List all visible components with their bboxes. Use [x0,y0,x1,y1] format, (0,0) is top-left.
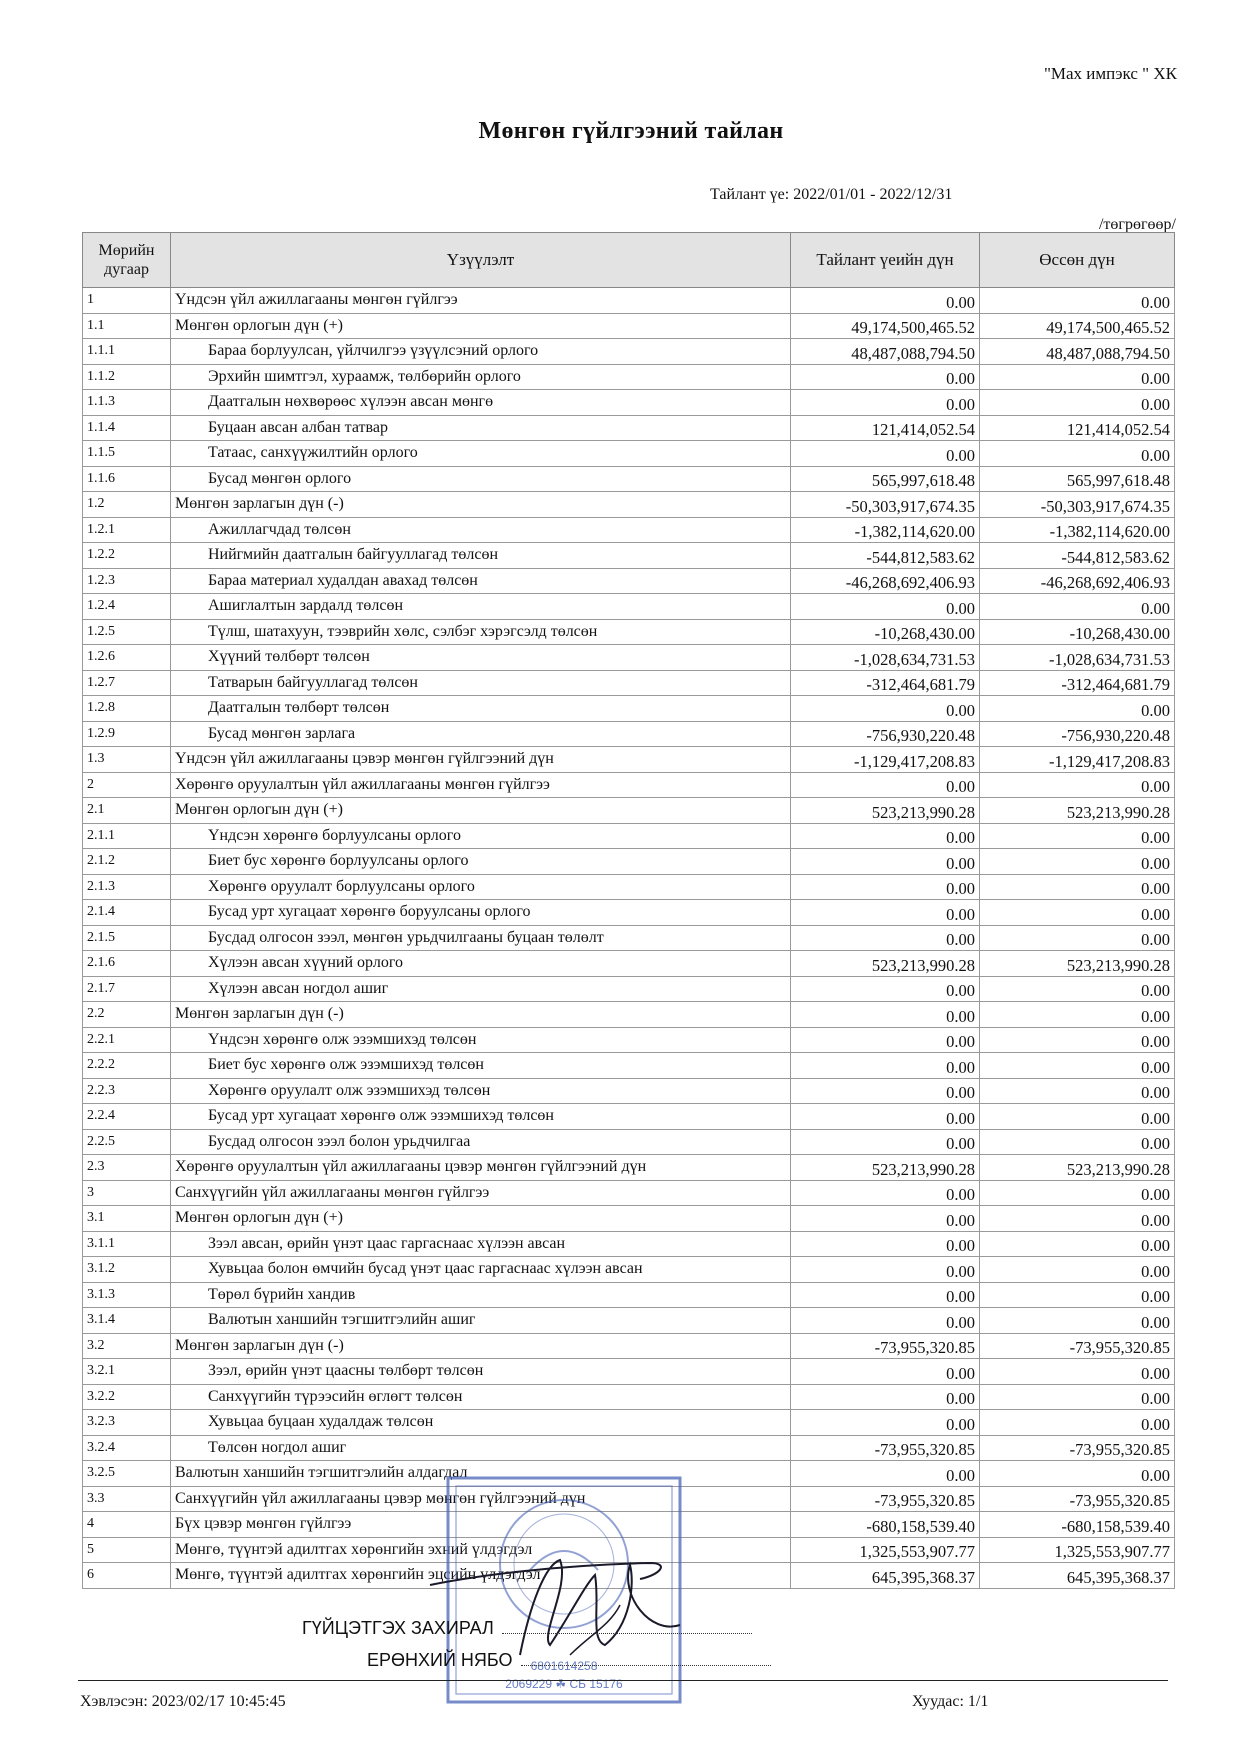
row-number: 2.1.2 [83,849,171,875]
row-current-amount: 0.00 [791,390,980,416]
row-number: 2.1.7 [83,976,171,1002]
row-label: Бүх цэвэр мөнгөн гүйлгээ [171,1512,791,1538]
row-current-amount: 0.00 [791,900,980,926]
row-current-amount: 0.00 [791,772,980,798]
row-cumulative-amount: 0.00 [980,900,1175,926]
row-cumulative-amount: -46,268,692,406.93 [980,568,1175,594]
table-row [83,466,1175,492]
row-cumulative-amount: 0.00 [980,1257,1175,1283]
row-cumulative-amount: 0.00 [980,772,1175,798]
row-number: 2.2.4 [83,1104,171,1130]
row-number: 1.2.4 [83,594,171,620]
cash-flow-table [82,232,1175,1589]
row-cumulative-amount: 48,487,088,794.50 [980,339,1175,365]
table-row [83,747,1175,773]
row-current-amount: 0.00 [791,1129,980,1155]
row-label: Зээл авсан, өрийн үнэт цаас гаргаснаас хүлээн авсан [171,1231,791,1257]
row-number: 2.2.1 [83,1027,171,1053]
row-number: 3.2.3 [83,1410,171,1436]
table-row [83,619,1175,645]
row-current-amount: -73,955,320.85 [791,1435,980,1461]
row-label: Хөрөнгө оруулалтын үйл ажиллагааны цэвэр мөнгөн гүйлгээний дүн [171,1155,791,1181]
table-row [83,1155,1175,1181]
table-row [83,1410,1175,1436]
row-number: 1.1.6 [83,466,171,492]
table-row [83,594,1175,620]
currency-unit: /төгрөгөөр/ [1098,216,1176,233]
row-current-amount: 1,325,553,907.77 [791,1537,980,1563]
row-label: Бусад урт хугацаат хөрөнгө олж эзэмшихэд төлсөн [171,1104,791,1130]
row-number: 3.2.1 [83,1359,171,1385]
table-row [83,441,1175,467]
accountant-signature-line [367,1650,771,1671]
row-label: Мөнгөн зарлагын дүн (-) [171,492,791,518]
row-number: 2.2 [83,1002,171,1028]
table-row [83,1180,1175,1206]
row-current-amount: -46,268,692,406.93 [791,568,980,594]
table-row [83,1359,1175,1385]
row-label: Бараа борлуулсан, үйлчилгээ үзүүлсэний орлого [171,339,791,365]
row-cumulative-amount: -312,464,681.79 [980,670,1175,696]
row-label: Хувьцаа буцаан худалдаж төлсөн [171,1410,791,1436]
row-current-amount: -312,464,681.79 [791,670,980,696]
row-number: 1.2.5 [83,619,171,645]
row-number: 1 [83,288,171,314]
row-current-amount: 0.00 [791,594,980,620]
row-label: Санхүүгийн үйл ажиллагааны цэвэр мөнгөн гүйлгээний дүн [171,1486,791,1512]
accountant-dotted-line [521,1651,771,1666]
row-number: 1.3 [83,747,171,773]
row-current-amount: -73,955,320.85 [791,1333,980,1359]
row-current-amount: -50,303,917,674.35 [791,492,980,518]
row-label: Мөнгөн орлогын дүн (+) [171,1206,791,1232]
table-row [83,568,1175,594]
row-number: 1.2.9 [83,721,171,747]
row-label: Бусад мөнгөн зарлага [171,721,791,747]
table-row [83,798,1175,824]
row-current-amount: 0.00 [791,1461,980,1487]
row-cumulative-amount: -1,028,634,731.53 [980,645,1175,671]
table-row [83,721,1175,747]
row-cumulative-amount: 0.00 [980,823,1175,849]
row-label: Үндсэн үйл ажиллагааны мөнгөн гүйлгээ [171,288,791,314]
row-label: Хувьцаа болон өмчийн бусад үнэт цаас гаргаснаас хүлээн авсан [171,1257,791,1283]
row-cumulative-amount: -73,955,320.85 [980,1333,1175,1359]
row-label: Нийгмийн даатгалын байгууллагад төлсөн [171,543,791,569]
row-label: Биет бус хөрөнгө олж эзэмшихэд төлсөн [171,1053,791,1079]
row-current-amount: 0.00 [791,1231,980,1257]
row-cumulative-amount: 0.00 [980,1104,1175,1130]
row-current-amount: -1,028,634,731.53 [791,645,980,671]
row-cumulative-amount: 523,213,990.28 [980,1155,1175,1181]
row-number: 2.3 [83,1155,171,1181]
row-current-amount: 0.00 [791,1359,980,1385]
row-current-amount: 0.00 [791,874,980,900]
table-row [83,1104,1175,1130]
row-label: Түлш, шатахуун, тээврийн хөлс, сэлбэг хэрэгсэлд төлсөн [171,619,791,645]
director-dotted-line [502,1619,752,1634]
table-row [83,823,1175,849]
table-row [83,492,1175,518]
row-cumulative-amount: 0.00 [980,390,1175,416]
table-row [83,645,1175,671]
row-number: 1.2.2 [83,543,171,569]
row-number: 2.1.6 [83,951,171,977]
row-label: Үндсэн үйл ажиллагааны цэвэр мөнгөн гүйлгээний дүн [171,747,791,773]
row-label: Мөнгөн орлогын дүн (+) [171,313,791,339]
row-cumulative-amount: 0.00 [980,1078,1175,1104]
row-label: Бусад урт хугацаат хөрөнгө боруулсаны орлого [171,900,791,926]
row-cumulative-amount: 0.00 [980,594,1175,620]
row-number: 3.1.4 [83,1308,171,1334]
row-current-amount: 0.00 [791,288,980,314]
stamp-line-1: 6801614258 [530,1659,598,1673]
row-current-amount: -544,812,583.62 [791,543,980,569]
row-label: Татаас, санхүүжилтийн орлого [171,441,791,467]
table-row [83,772,1175,798]
row-number: 2.2.3 [83,1078,171,1104]
row-cumulative-amount: 0.00 [980,976,1175,1002]
row-number: 2.1.5 [83,925,171,951]
row-cumulative-amount: 0.00 [980,1129,1175,1155]
row-cumulative-amount: 0.00 [980,1002,1175,1028]
table-row [83,849,1175,875]
row-cumulative-amount: -544,812,583.62 [980,543,1175,569]
row-current-amount: 0.00 [791,364,980,390]
row-cumulative-amount: 0.00 [980,441,1175,467]
row-current-amount: 49,174,500,465.52 [791,313,980,339]
row-number: 2.1.4 [83,900,171,926]
row-cumulative-amount: 0.00 [980,364,1175,390]
report-period: Тайлант үе: 2022/01/01 - 2022/12/31 [710,186,953,203]
table-row [83,1027,1175,1053]
table-row [83,1053,1175,1079]
row-cumulative-amount: 121,414,052.54 [980,415,1175,441]
table-row [83,925,1175,951]
row-label: Мөнгөн зарлагын дүн (-) [171,1333,791,1359]
row-label: Ажиллагчдад төлсөн [171,517,791,543]
table-row [83,1282,1175,1308]
row-cumulative-amount: 0.00 [980,1053,1175,1079]
row-label: Мөнгө, түүнтэй адилтгах хөрөнгийн эцсийн үлдэгдэл [171,1563,791,1589]
row-cumulative-amount: 0.00 [980,1180,1175,1206]
table-row [83,670,1175,696]
row-number: 1.1 [83,313,171,339]
row-cumulative-amount: 523,213,990.28 [980,798,1175,824]
row-cumulative-amount: 0.00 [980,1206,1175,1232]
director-title: ГҮЙЦЭТГЭХ ЗАХИРАЛ [302,1618,494,1638]
table-row [83,390,1175,416]
table-row [83,1384,1175,1410]
row-label: Зээл, өрийн үнэт цаасны төлбөрт төлсөн [171,1359,791,1385]
row-current-amount: 523,213,990.28 [791,951,980,977]
row-cumulative-amount: 0.00 [980,1359,1175,1385]
row-label: Валютын ханшийн тэгшитгэлийн алдагдал [171,1461,791,1487]
row-label: Бусдад олгосон зээл, мөнгөн урьдчилгааны буцаан төлөлт [171,925,791,951]
row-number: 5 [83,1537,171,1563]
table-row [83,874,1175,900]
row-label: Санхүүгийн түрээсийн өглөгт төлсөн [171,1384,791,1410]
row-cumulative-amount: 0.00 [980,1231,1175,1257]
row-label: Эрхийн шимтгэл, хураамж, төлбөрийн орлого [171,364,791,390]
row-cumulative-amount: -1,382,114,620.00 [980,517,1175,543]
row-cumulative-amount: -50,303,917,674.35 [980,492,1175,518]
director-signature-line [302,1618,752,1639]
row-number: 3.1.3 [83,1282,171,1308]
table-row [83,1206,1175,1232]
row-label: Хөрөнгө оруулалт борлуулсаны орлого [171,874,791,900]
row-label: Даатгалын нөхвөрөөс хүлээн авсан мөнгө [171,390,791,416]
table-row [83,543,1175,569]
row-number: 1.2.8 [83,696,171,722]
table-row [83,517,1175,543]
row-current-amount: -10,268,430.00 [791,619,980,645]
column-header-current: Тайлант үеийн дүн [791,233,980,288]
row-label: Хөрөнгө оруулалтын үйл ажиллагааны мөнгөн гүйлгээ [171,772,791,798]
row-label: Бараа материал худалдан авахад төлсөн [171,568,791,594]
table-row [83,364,1175,390]
row-label: Даатгалын төлбөрт төлсөн [171,696,791,722]
row-number: 3.1.2 [83,1257,171,1283]
table-row [83,696,1175,722]
row-current-amount: 565,997,618.48 [791,466,980,492]
row-cumulative-amount: 0.00 [980,696,1175,722]
row-number: 2 [83,772,171,798]
row-label: Хүлээн авсан хүүний орлого [171,951,791,977]
stamp-line-2: 2069229 ☘ СБ 15176 [505,1677,623,1691]
row-current-amount: 0.00 [791,696,980,722]
row-number: 1.2 [83,492,171,518]
row-current-amount: 0.00 [791,1308,980,1334]
row-current-amount: 0.00 [791,1002,980,1028]
table-row [83,900,1175,926]
accountant-title: ЕРӨНХИЙ НЯБО [367,1650,513,1670]
row-cumulative-amount: 49,174,500,465.52 [980,313,1175,339]
row-current-amount: 0.00 [791,1180,980,1206]
row-number: 1.2.1 [83,517,171,543]
row-current-amount: 0.00 [791,823,980,849]
row-number: 1.2.7 [83,670,171,696]
row-label: Буцаан авсан албан татвар [171,415,791,441]
table-row [83,951,1175,977]
column-header-item: Үзүүлэлт [171,233,791,288]
column-header-cumulative: Өссөн дүн [980,233,1175,288]
row-number: 6 [83,1563,171,1589]
row-cumulative-amount: 0.00 [980,1410,1175,1436]
row-cumulative-amount: -1,129,417,208.83 [980,747,1175,773]
table-row [83,1308,1175,1334]
row-current-amount: -756,930,220.48 [791,721,980,747]
row-number: 1.2.3 [83,568,171,594]
table-row [83,1231,1175,1257]
table-body [83,288,1175,1589]
row-cumulative-amount: -680,158,539.40 [980,1512,1175,1538]
row-label: Хүүний төлбөрт төлсөн [171,645,791,671]
row-cumulative-amount: 0.00 [980,1384,1175,1410]
row-label: Бусад мөнгөн орлого [171,466,791,492]
row-number: 3.2 [83,1333,171,1359]
table-row [83,976,1175,1002]
row-number: 3.2.4 [83,1435,171,1461]
row-number: 2.1 [83,798,171,824]
row-current-amount: 0.00 [791,1206,980,1232]
row-current-amount: -73,955,320.85 [791,1486,980,1512]
table-row [83,339,1175,365]
row-number: 3.3 [83,1486,171,1512]
row-number: 1.1.5 [83,441,171,467]
row-cumulative-amount: 1,325,553,907.77 [980,1537,1175,1563]
row-number: 1.1.4 [83,415,171,441]
row-cumulative-amount: 0.00 [980,874,1175,900]
row-number: 3.1 [83,1206,171,1232]
row-number: 2.2.2 [83,1053,171,1079]
row-label: Татварын байгууллагад төлсөн [171,670,791,696]
row-current-amount: 0.00 [791,1384,980,1410]
row-label: Валютын ханшийн тэгшитгэлийн ашиг [171,1308,791,1334]
row-current-amount: 0.00 [791,1078,980,1104]
row-label: Төрөл бүрийн хандив [171,1282,791,1308]
row-number: 3 [83,1180,171,1206]
row-current-amount: 0.00 [791,1053,980,1079]
page-number: Хуудас: 1/1 [912,1693,989,1710]
row-cumulative-amount: 0.00 [980,849,1175,875]
handwritten-signature [420,1545,720,1665]
row-number: 2.2.5 [83,1129,171,1155]
row-label: Мөнгөн орлогын дүн (+) [171,798,791,824]
row-number: 1.2.6 [83,645,171,671]
table-row [83,415,1175,441]
row-current-amount: 0.00 [791,1257,980,1283]
row-current-amount: 0.00 [791,441,980,467]
row-label: Биет бус хөрөнгө борлуулсаны орлого [171,849,791,875]
row-cumulative-amount: 0.00 [980,925,1175,951]
row-number: 3.1.1 [83,1231,171,1257]
row-number: 1.1.1 [83,339,171,365]
table-row [83,1333,1175,1359]
row-cumulative-amount: -756,930,220.48 [980,721,1175,747]
row-cumulative-amount: -10,268,430.00 [980,619,1175,645]
row-current-amount: 645,395,368.37 [791,1563,980,1589]
table-row [83,1002,1175,1028]
row-cumulative-amount: 0.00 [980,1308,1175,1334]
row-current-amount: 523,213,990.28 [791,1155,980,1181]
row-current-amount: 0.00 [791,1282,980,1308]
row-current-amount: 0.00 [791,1410,980,1436]
row-cumulative-amount: 565,997,618.48 [980,466,1175,492]
row-label: Санхүүгийн үйл ажиллагааны мөнгөн гүйлгээ [171,1180,791,1206]
row-label: Хөрөнгө оруулалт олж эзэмшихэд төлсөн [171,1078,791,1104]
row-number: 1.1.2 [83,364,171,390]
row-cumulative-amount: -73,955,320.85 [980,1486,1175,1512]
row-label: Үндсэн хөрөнгө борлуулсаны орлого [171,823,791,849]
row-number: 3.2.2 [83,1384,171,1410]
row-number: 4 [83,1512,171,1538]
row-number: 2.1.3 [83,874,171,900]
row-label: Мөнгөн зарлагын дүн (-) [171,1002,791,1028]
company-name: "Мах импэкс " ХК [1043,64,1177,83]
row-label: Ашиглалтын зардалд төлсөн [171,594,791,620]
row-current-amount: -1,382,114,620.00 [791,517,980,543]
row-cumulative-amount: 645,395,368.37 [980,1563,1175,1589]
row-label: Мөнгө, түүнтэй адилтгах хөрөнгийн эхний үлдэгдэл [171,1537,791,1563]
column-header-number: Мөрийн дугаар [83,233,171,288]
row-label: Үндсэн хөрөнгө олж эзэмшихэд төлсөн [171,1027,791,1053]
row-cumulative-amount: -73,955,320.85 [980,1435,1175,1461]
row-number: 3.2.5 [83,1461,171,1487]
row-current-amount: 121,414,052.54 [791,415,980,441]
row-label: Бусдад олгосон зээл болон урьдчилгаа [171,1129,791,1155]
table-row [83,1257,1175,1283]
footer-divider [78,1680,1168,1681]
table-row [83,1435,1175,1461]
table-row [83,313,1175,339]
report-title: Мөнгөн гүйлгээний тайлан [478,118,784,144]
row-current-amount: -1,129,417,208.83 [791,747,980,773]
row-current-amount: 48,487,088,794.50 [791,339,980,365]
row-cumulative-amount: 0.00 [980,288,1175,314]
table-row [83,1078,1175,1104]
row-number: 1.1.3 [83,390,171,416]
row-number: 2.1.1 [83,823,171,849]
row-cumulative-amount: 0.00 [980,1461,1175,1487]
row-current-amount: 0.00 [791,1104,980,1130]
row-cumulative-amount: 0.00 [980,1282,1175,1308]
row-label: Төлсөн ногдол ашиг [171,1435,791,1461]
printed-timestamp: Хэвлэсэн: 2023/02/17 10:45:45 [80,1693,286,1710]
row-cumulative-amount: 523,213,990.28 [980,951,1175,977]
row-current-amount: 0.00 [791,925,980,951]
row-current-amount: -680,158,539.40 [791,1512,980,1538]
row-current-amount: 523,213,990.28 [791,798,980,824]
row-cumulative-amount: 0.00 [980,1027,1175,1053]
row-current-amount: 0.00 [791,976,980,1002]
row-label: Хүлээн авсан ногдол ашиг [171,976,791,1002]
table-row [83,1129,1175,1155]
table-header-row [83,233,1175,288]
table-row [83,288,1175,314]
row-current-amount: 0.00 [791,849,980,875]
row-current-amount: 0.00 [791,1027,980,1053]
